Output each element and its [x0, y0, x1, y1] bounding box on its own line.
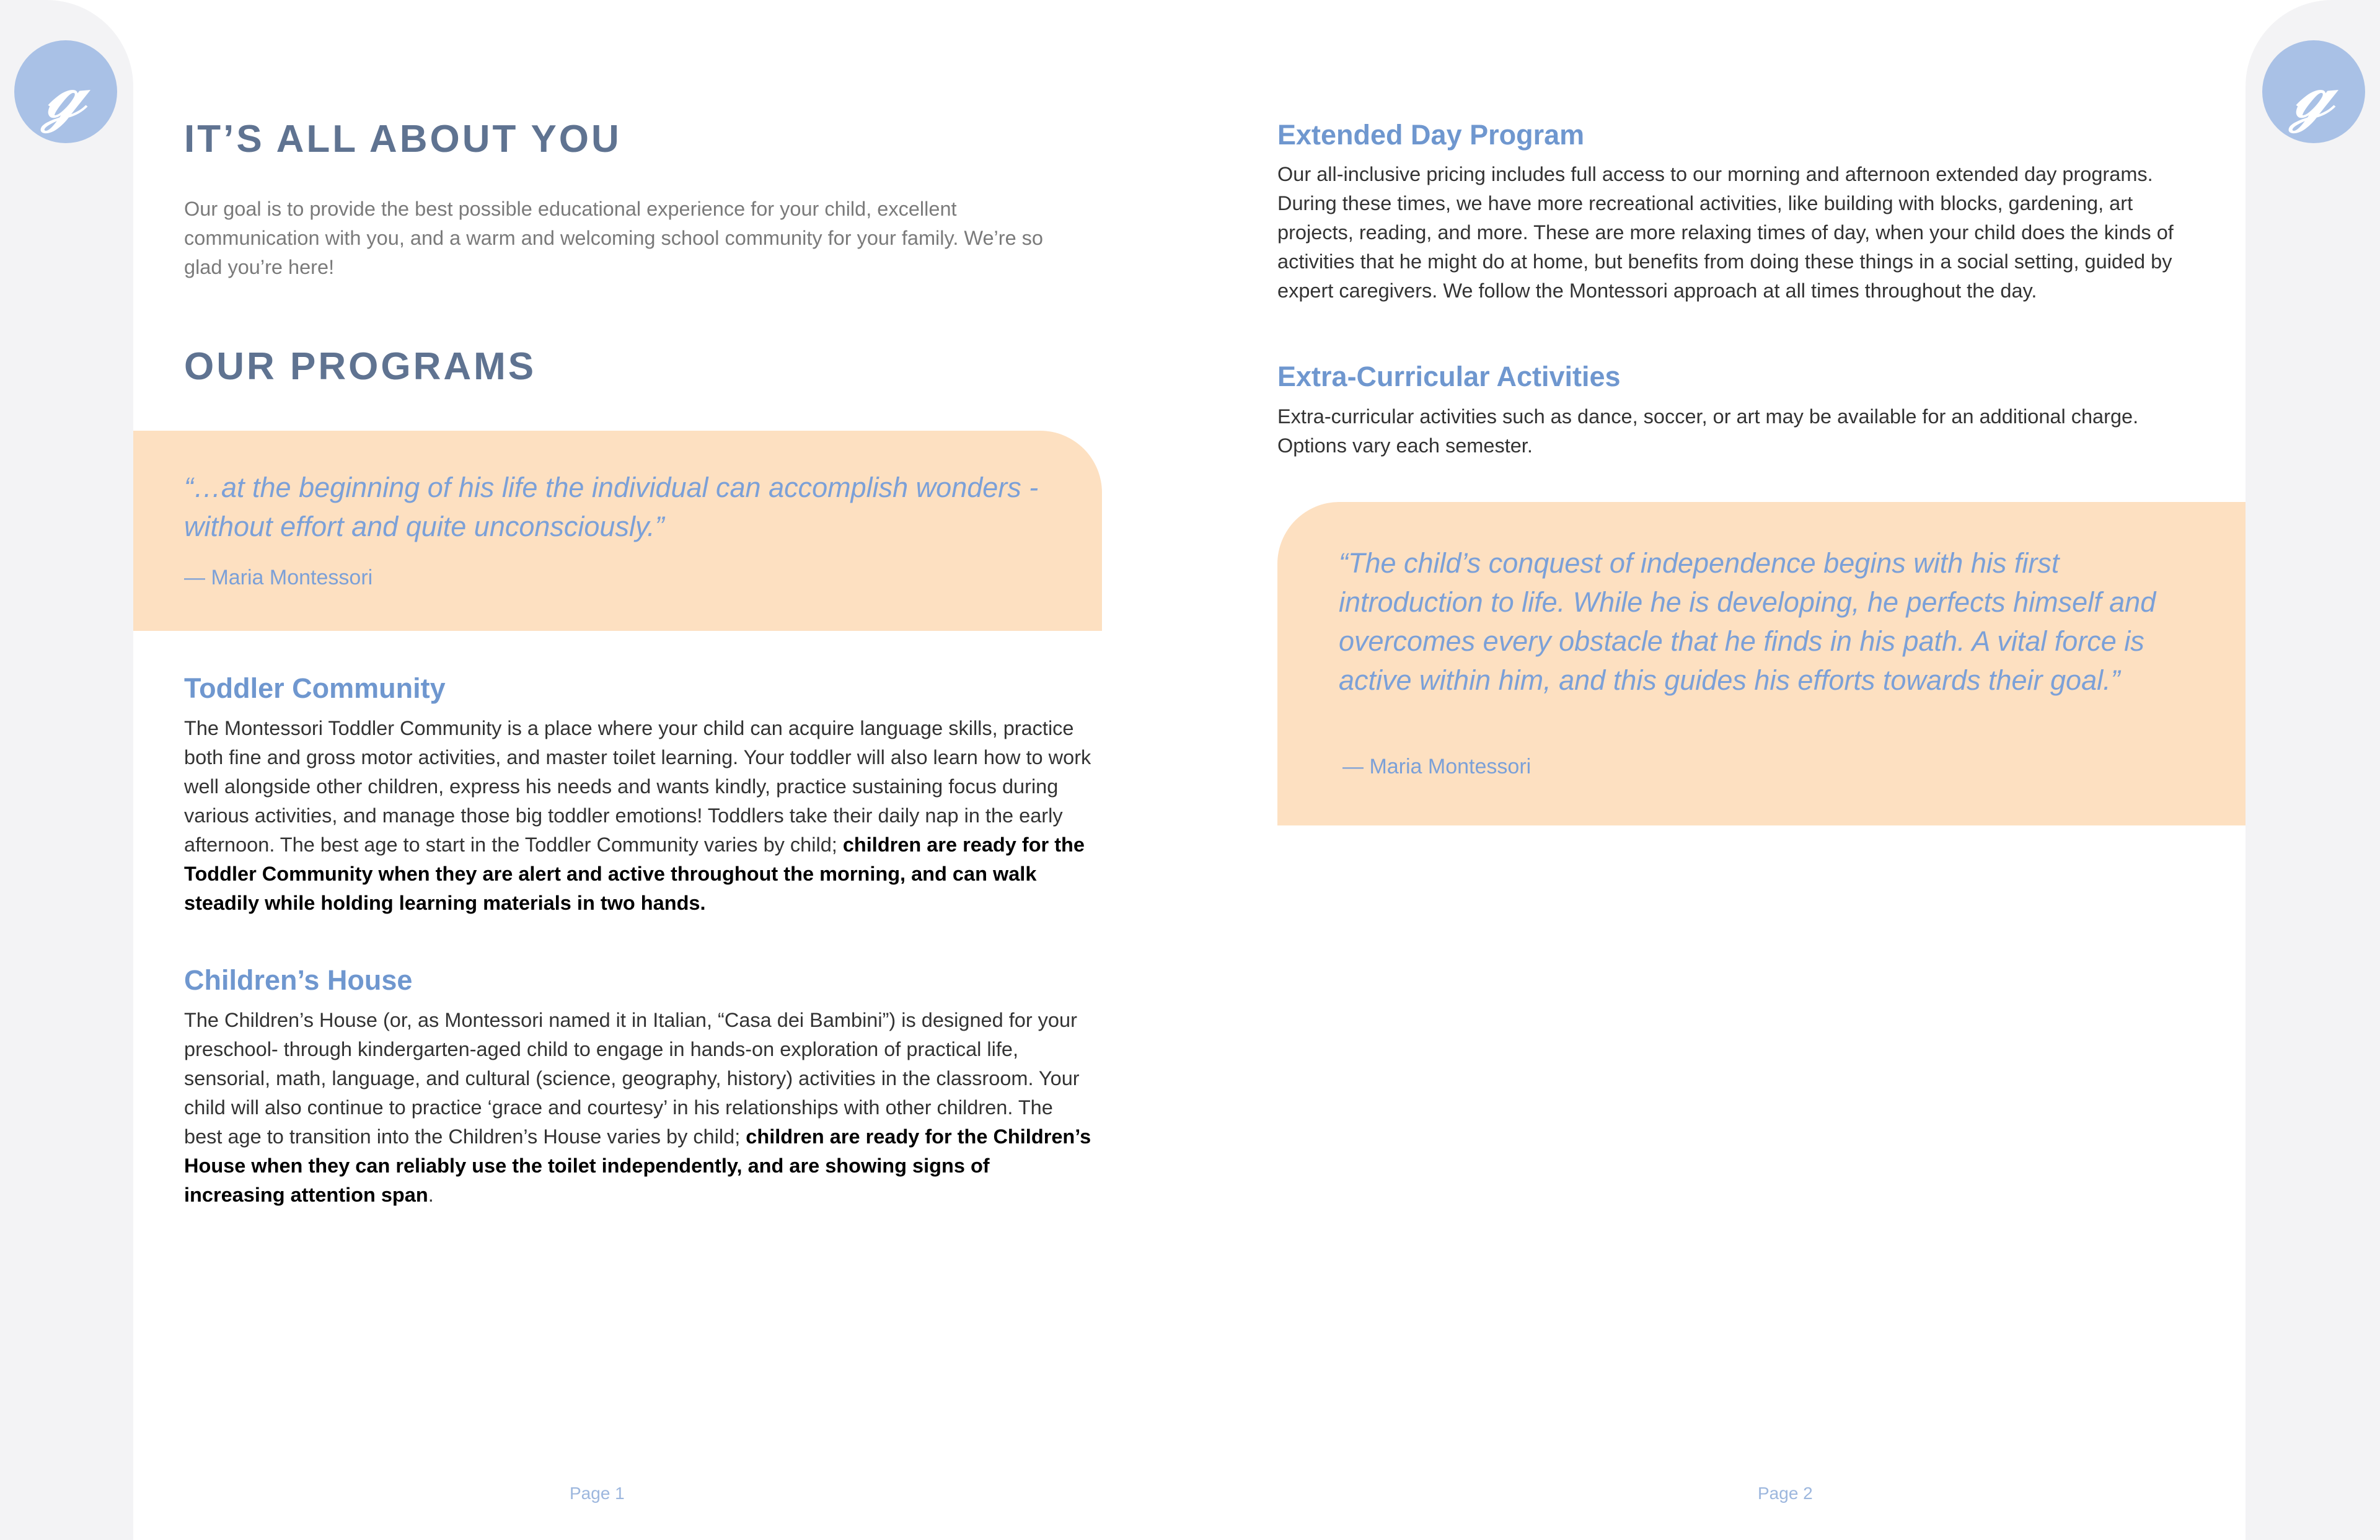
quote-callout: [133, 431, 1102, 631]
quote-text: “…at the beginning of his life the individual can accomplish wonders - without effort and quite unconsciously.”: [184, 472, 1039, 542]
school-logo-icon: 𝓰: [2262, 40, 2365, 143]
quote-text: “The child’s conquest of independence begins with his first introduction to life. While he is developing, he perfects himself and overcomes every obstacle that he finds in his path. A vital force is active within him, and this guides his efforts towards their goal.”: [1339, 547, 2156, 696]
toddler-community-heading: Toddler Community: [184, 672, 446, 704]
extracurricular-paragraph: Extra-curricular activities such as dance, soccer, or art may be available for an additional charge. Options vary each semester.: [1277, 405, 2139, 457]
childrens-house-paragraph: [184, 1006, 1095, 1210]
quote-author: — Maria Montessori: [1342, 755, 1532, 778]
quote-author: — Maria Montessori: [184, 566, 373, 589]
extracurricular-heading: Extra-Curricular Activities: [1277, 361, 1621, 392]
intro-paragraph: Our goal is to provide the best possible educational experience for your child, excellent communication with you, and a warm and welcoming school community for your family. We’re so glad you’re here!: [184, 198, 1044, 278]
toddler-emphasis: children are ready for the Toddler Community when they are alert and active throughout the morning, and can walk steadily while holding learning materials in two hands.: [184, 834, 1085, 914]
left-margin-panel: [0, 0, 133, 1540]
right-margin-panel: [2246, 0, 2380, 1540]
page-number: Page 2: [1758, 1484, 1813, 1503]
quote-callout: [1277, 502, 2246, 825]
toddler-community-paragraph: [184, 714, 1095, 918]
extended-day-paragraph: Our all-inclusive pricing includes full access to our morning and afternoon extended day programs. During these times, we have more recreational activities, like building with blocks, gardening, art projects, reading, and more. These are more relaxing times of day, when your child does the kinds of activities that he might do at home, but benefits from doing these things in a social setting, guided by expert caregivers. We follow the Montessori approach at all times throughout the day.: [1277, 163, 2174, 302]
school-logo-icon: 𝓰: [14, 40, 117, 143]
childrens-house-body: The Children’s House (or, as Montessori named it in Italian, “Casa dei Bambini”) is designed for your preschool- through kindergarten-aged child to engage in hands-on exploration of practical life, sensorial, math, language, and cultural (science, geography, history) activities in the classroom. Your child will also continue to practice ‘grace and courtesy’ in his relationships with other children. The best age to transition into the Children’s House varies by child;: [184, 1009, 1080, 1148]
page-number: Page 1: [570, 1484, 625, 1503]
childrens-house-end: .: [428, 1184, 434, 1206]
page-title: IT’S ALL ABOUT YOU: [184, 118, 622, 161]
extended-day-heading: Extended Day Program: [1277, 119, 1585, 151]
childrens-house-emphasis: children are ready for the Children’s House when they can reliably use the toilet independently, and are showing signs of increasing attention span: [184, 1125, 1091, 1206]
childrens-house-heading: Children’s House: [184, 964, 413, 996]
toddler-body: The Montessori Toddler Community is a place where your child can acquire language skills, practice both fine and gross motor activities, and master toilet learning. Your toddler will also learn how to work well alongside other children, express his needs and wants kindly, practice sustaining focus during various activities, and manage those big toddler emotions! Toddlers take their daily nap in the early afternoon. The best age to start in the Toddler Community varies by child;: [184, 717, 1091, 856]
programs-heading: OUR PROGRAMS: [184, 345, 537, 388]
